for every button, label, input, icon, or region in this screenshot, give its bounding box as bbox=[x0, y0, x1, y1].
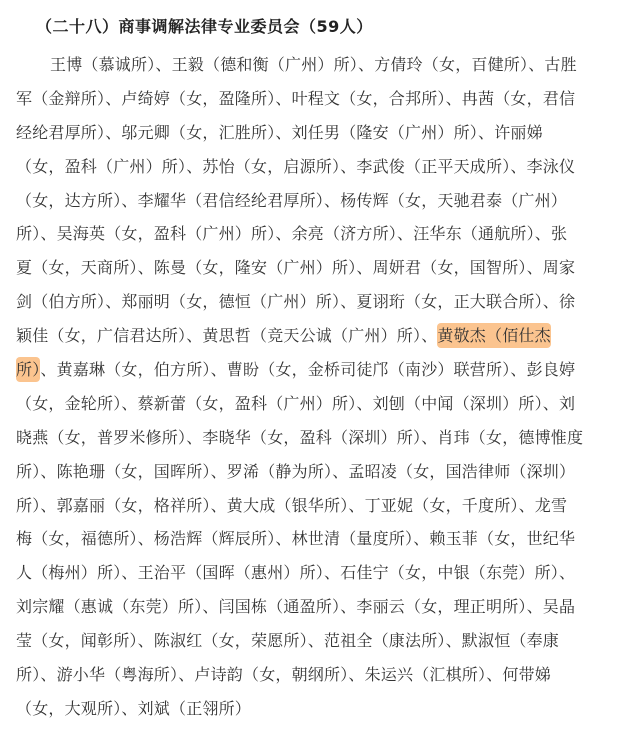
highlighted-member-name: 所） bbox=[16, 357, 40, 382]
member-text: 刘宗耀（惠诚（东莞）所）、闫国栋（通盈所）、李丽云（女，理正明所）、吴晶 bbox=[16, 597, 576, 617]
member-text: 所）、吴海英（女，盈科（广州）所）、余亮（济方所）、汪华东（通航所）、张 bbox=[16, 224, 568, 244]
member-text: 晓燕（女，普罗米修所）、李晓华（女，盈科（深圳）所）、肖玮（女，德博惟度 bbox=[16, 427, 584, 447]
member-text: （女，达方所）、李耀华（君信经纶君厚所）、杨传辉（女，天驰君泰（广州） bbox=[16, 190, 568, 210]
member-list-paragraph bbox=[16, 48, 628, 726]
member-text: 夏（女，天商所）、陈曼（女，隆安（广州）所）、周妍君（女，国智所）、周家 bbox=[16, 258, 576, 278]
text-line bbox=[16, 590, 628, 624]
text-line bbox=[16, 624, 628, 658]
member-text: （女，金轮所）、蔡新蕾（女，盈科（广州）所）、刘刨（中闻（深圳）所）、刘 bbox=[16, 393, 576, 413]
member-text: 经纶君厚所）、邬元卿（女，汇胜所）、刘任男（隆安（广州）所）、许丽娣 bbox=[16, 122, 543, 142]
text-line bbox=[16, 116, 628, 150]
member-text: 人（梅州）所）、王治平（国晖（惠州）所）、石佳宁（女，中银（东莞）所）、 bbox=[16, 563, 576, 583]
text-line bbox=[16, 658, 628, 692]
highlighted-member-name: 黄敬杰（佰仕杰 bbox=[437, 323, 550, 348]
text-line bbox=[16, 455, 628, 489]
text-line bbox=[16, 421, 628, 455]
text-line bbox=[16, 48, 628, 82]
text-line bbox=[16, 184, 628, 218]
member-text: 莹（女，闻彰所）、陈淑红（女，荣愿所）、范祖全（康法所）、默淑恒（奉康 bbox=[16, 631, 560, 651]
text-line bbox=[16, 251, 628, 285]
text-line bbox=[16, 387, 628, 421]
section-heading: （二十八）商事调解法律专业委员会（59人） bbox=[36, 17, 373, 36]
member-text: 所）、游小华（粤海所）、卢诗韵（女，朝纲所）、朱运兴（汇棋所）、何带娣 bbox=[16, 665, 552, 685]
text-line bbox=[16, 217, 628, 251]
text-line bbox=[16, 319, 628, 353]
text-line bbox=[16, 285, 628, 319]
text-line bbox=[16, 150, 628, 184]
text-line bbox=[16, 353, 628, 387]
text-line bbox=[16, 556, 628, 590]
text-line bbox=[16, 489, 628, 523]
member-text: 、黄嘉琳（女，伯方所）、曹盼（女，金桥司徒邝（南沙）联营所）、彭良婷 bbox=[40, 360, 576, 380]
member-text: 颖佳（女，广信君达所）、黄思哲（竞天公诚（广州）所）、 bbox=[16, 326, 438, 346]
text-line bbox=[16, 692, 628, 726]
text-line bbox=[16, 82, 628, 116]
member-text: （女，盈科（广州）所）、苏怡（女，启源所）、李武俊（正平天成所）、李泳仪 bbox=[16, 156, 576, 176]
member-text: 军（金辩所）、卢绮婷（女，盈隆所）、叶程文（女，合邦所）、冉茜（女，君信 bbox=[16, 88, 576, 108]
member-text: （女，大观所）、刘斌（正翎所） bbox=[16, 698, 252, 718]
member-text: 所）、陈艳珊（女，国晖所）、罗浠（静为所）、孟昭凌（女，国浩律师（深圳） bbox=[16, 461, 576, 481]
member-text: 王博（慕诚所）、王毅（德和衡（广州）所）、方倩玲（女，百健所）、古胜 bbox=[50, 55, 577, 74]
member-text: 所）、郭嘉丽（女，格祥所）、黄大成（银华所）、丁亚妮（女，千度所）、龙雪 bbox=[16, 495, 568, 515]
text-line bbox=[16, 522, 628, 556]
member-text: 梅（女，福德所）、杨浩辉（辉辰所）、林世清（量度所）、赖玉菲（女，世纪华 bbox=[16, 529, 576, 549]
member-text: 剑（伯方所）、郑丽明（女，德恒（广州）所）、夏诩珩（女，正大联合所）、徐 bbox=[16, 292, 576, 312]
